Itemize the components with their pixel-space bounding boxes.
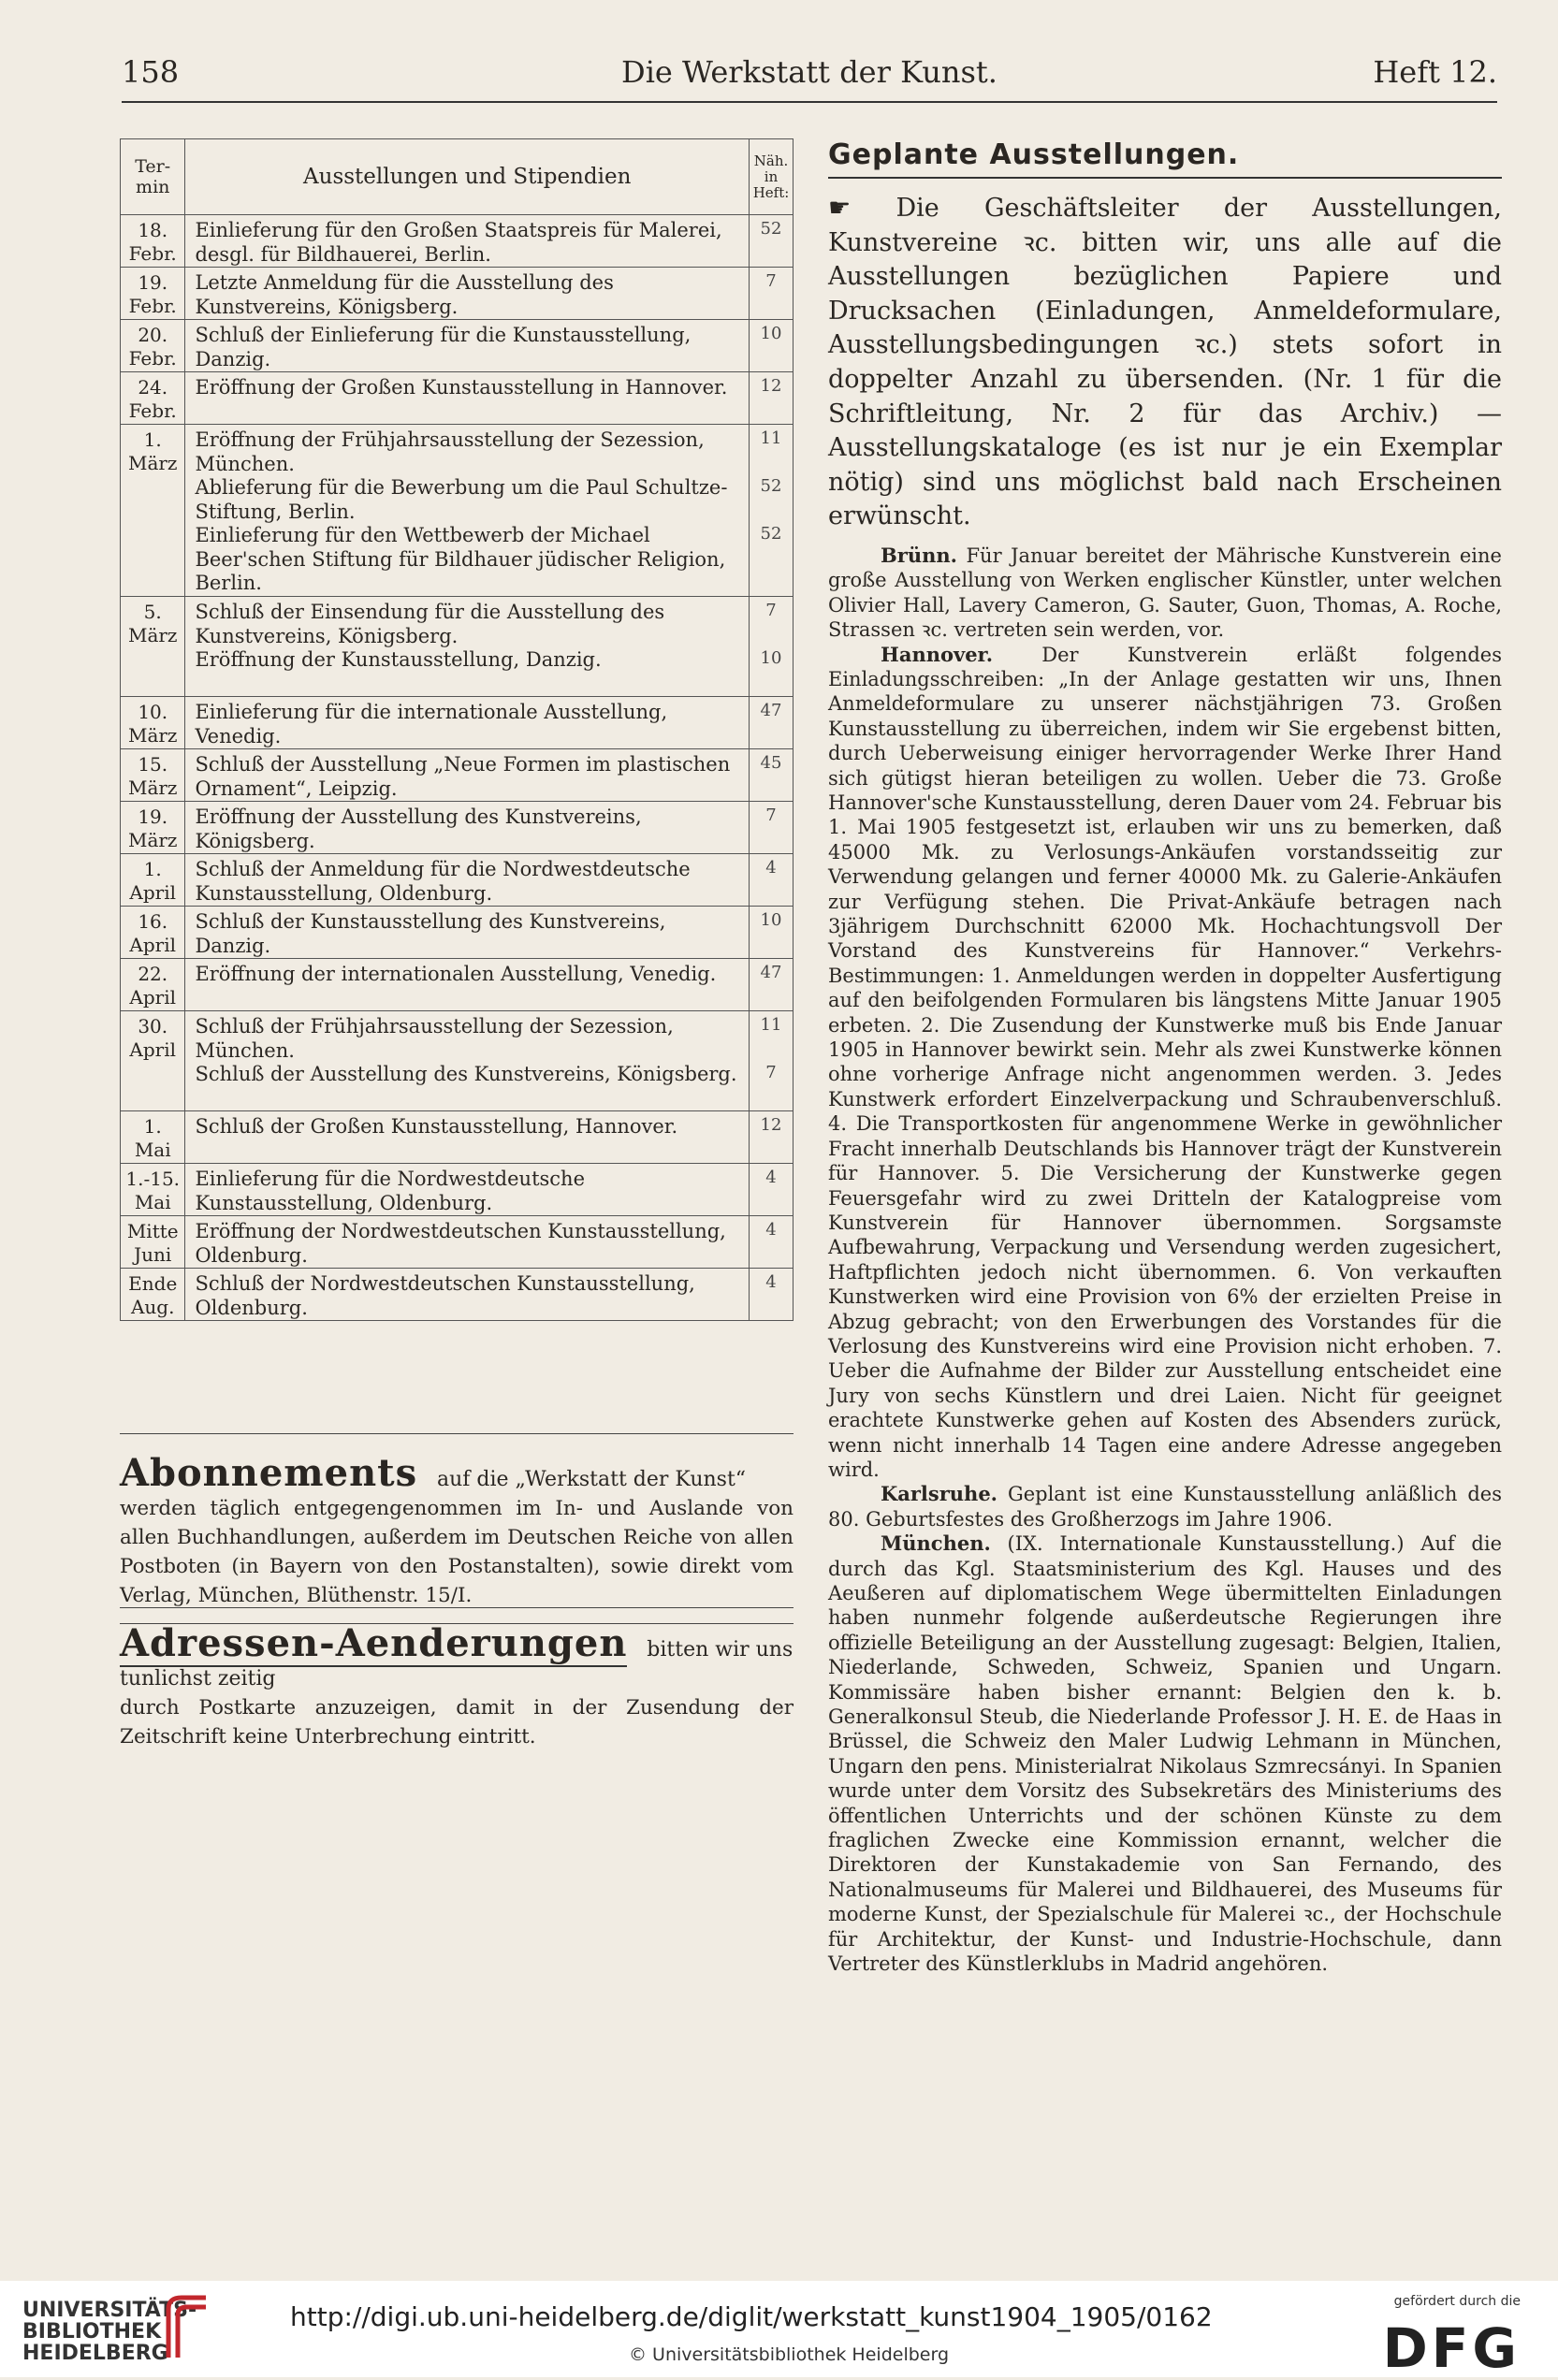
row-heft: [750, 1011, 794, 1111]
row-date: [121, 1269, 185, 1321]
copyright-text: © Universitätsbibliothek Heidelberg: [629, 2344, 950, 2365]
exhibition-schedule-table: [120, 138, 794, 1321]
table-row: [121, 802, 794, 854]
footer-bar: [0, 2281, 1558, 2380]
entry-text: Schluß der Nordwestdeutschen Kunstausstellung, Oldenburg.: [195, 1272, 695, 1319]
exhibition-note: [828, 1482, 1502, 1531]
row-date-text: 19. März: [127, 805, 178, 851]
entry-text: Schluß der Anmeldung für die Nordwestdeutsche Kunstausstellung, Oldenburg.: [195, 858, 691, 905]
abonnements-notice: [120, 1433, 794, 1624]
header-rule: [122, 101, 1497, 103]
row-date-text: 30. April: [129, 1015, 177, 1061]
funding-note: gefördert durch die: [1393, 2294, 1521, 2309]
adressen-title: Adressen-Aenderungen: [120, 1621, 628, 1665]
table-row: [121, 1011, 794, 1111]
exhibition-note: [828, 1531, 1502, 1976]
entry-text: Schluß der Kunstausstellung des Kunstvereins, Danzig.: [195, 910, 666, 957]
table-row: [121, 1269, 794, 1321]
row-heft: [750, 854, 794, 907]
row-date-text: 18. Febr.: [128, 219, 177, 265]
exhibition-notes: [828, 544, 1502, 1977]
row-date: [121, 959, 185, 1011]
exhibition-note: [828, 544, 1502, 643]
entry-text: Schluß der Großen Kunstausstellung, Hannover.: [195, 1115, 678, 1138]
note-city: Karlsruhe.: [881, 1482, 997, 1506]
row-entries: [185, 425, 750, 597]
entry-heft: 11: [760, 428, 782, 448]
table-row: [121, 215, 794, 268]
table-row: [121, 425, 794, 597]
note-text: Für Januar bereitet der Mährische Kunstverein eine große Ausstellung von Werken englischer Künstler, unter welchen Olivier Hall, Lavery Cameron, G. Sauter, Guon, Thomas, A. Roche, Strassen ꝛc. vertreten sein werden, vor.: [828, 544, 1502, 642]
entry-text: Schluß der Einlieferung für die Kunstausstellung, Danzig.: [195, 324, 692, 370]
entry-heft: 47: [760, 701, 782, 720]
entry-text: Eröffnung der Kunstausstellung, Danzig.: [195, 648, 602, 671]
header-heft: [750, 139, 794, 215]
header-heft-text: Näh. in Heft:: [752, 152, 790, 201]
entry-heft: 7: [765, 601, 777, 620]
row-date-text: 16. April: [129, 910, 177, 956]
abonnements-title: Abonnements: [120, 1451, 418, 1495]
row-date-text: Mitte Juni: [126, 1220, 179, 1266]
row-entries: [185, 268, 750, 320]
row-heft: [750, 372, 794, 425]
row-heft: [750, 907, 794, 959]
row-date: [121, 268, 185, 320]
entry-text: Ablieferung für die Bewerbung um die Paul Schultze-Stiftung, Berlin.: [195, 476, 728, 523]
row-date: [121, 320, 185, 372]
dfg-logo: DFG: [1382, 2316, 1521, 2380]
row-entries: [185, 802, 750, 854]
note-text: Geplant ist eine Kunstausstellung anläßlich des 80. Geburtsfestes des Großherzogs im Jahre 1906.: [828, 1483, 1502, 1531]
table-row: [121, 597, 794, 697]
row-heft: [750, 802, 794, 854]
entry-text: Schluß der Ausstellung des Kunstvereins, Königsberg.: [195, 1063, 737, 1085]
table-row: [121, 907, 794, 959]
entry-text: Einlieferung für den Wettbewerb der Michael Beer'schen Stiftung für Bildhauer jüdischer Religion, Berlin.: [195, 524, 726, 594]
entry-heft: 52: [760, 219, 782, 239]
planned-exhibitions-section: [828, 138, 1502, 1977]
row-date-text: 24. Febr.: [128, 376, 177, 422]
row-date: [121, 697, 185, 749]
row-heft: [750, 215, 794, 268]
entry-heft: 4: [765, 1272, 777, 1292]
entry-heft: 11: [760, 1015, 782, 1035]
entry-heft: 10: [760, 910, 782, 930]
entry-text: Eröffnung der Frühjahrsausstellung der Sezession, München.: [195, 428, 705, 475]
row-heft: [750, 959, 794, 1011]
table-row: [121, 372, 794, 425]
row-date: [121, 749, 185, 802]
entry-text: Eröffnung der Nordwestdeutschen Kunstausstellung, Oldenburg.: [195, 1220, 726, 1267]
entry-text: Einlieferung für die internationale Ausstellung, Venedig.: [195, 701, 668, 747]
note-city: München.: [881, 1531, 991, 1556]
row-entries: [185, 597, 750, 697]
row-heft: [750, 268, 794, 320]
entry-text: Eröffnung der Ausstellung des Kunstvereins, Königsberg.: [195, 805, 642, 852]
row-date: [121, 802, 185, 854]
row-date-text: 10. März: [127, 701, 178, 747]
row-date-text: 1. April: [129, 858, 177, 904]
row-heft: [750, 697, 794, 749]
row-heft: [750, 749, 794, 802]
entry-heft: 52: [760, 476, 782, 496]
entry-heft: 7: [765, 271, 777, 291]
entry-text: Schluß der Ausstellung „Neue Formen im plastischen Ornament“, Leipzig.: [195, 753, 731, 800]
row-date-text: 15. März: [127, 753, 178, 799]
note-text: Der Kunstverein erläßt folgendes Einladungsschreiben: „In der Anlage gestatten wir uns, Ihnen Anmeldeformulare zu unserer nächstjährigen 73. Großen Kunstausstellung zu überreichen, indem wir Sie ergebenst bitten, durch Ueberweisung einiger hervorragender Werke Ihrer Hand sich gütigst hieran beteiligen zu wollen. Ueber die 73. Große Hannover'sche Kunstausstellung, deren Dauer vom 24. Februar bis 1. Mai 1905 festgesetzt ist, erlauben wir uns zu bemerken, daß 45000 Mk. zu Verlosungs-Ankäufen vorstandsseitig zur Verwendung gelangen und ferner 40000 Mk. zu Galerie-Ankäufen zur Verfügung stehen. Die Privat-Ankäufe betragen nach 3jährigem Durchschnitt 62000 Mk. Hochachtungsvoll Der Vorstand des Kunstvereins für Hannover.“ Verkehrs-Bestimmungen: 1. Anmeldungen werden in doppelter Ausfertigung auf den beifolgenden Formularen bis längstens Mitte Januar 1905 erbeten. 2. Die Zusendung der Kunstwerke muß bis Ende Januar 1905 in Hannover bewirkt sein. Mehr als zwei Kunstwerke können ohne vorherige Anfrage nicht angenommen werden. 3. Jedes Kunstwerk erfordert Einzelverpackung und Schraubenverschluß. 4. Die Transportkosten für angenommene Werke in gewöhnlicher Fracht innerhalb Deutschlands bis Hannover trägt der Kunstverein für Hannover. 5. Die Versicherung der Kunstwerke gegen Feuersgefahr wird zu zwei Dritteln der Katalogpreise vom Kunstverein für Hannover übernommen. Sorgsamste Aufbewahrung, Verpackung und Versendung werden zugesichert, Haftpflichten jedoch nicht übernommen. 6. Von verkauften Kunstwerken wird eine Provision von 6% der erzielten Preise in Abzug gebracht; von den Erwerbungen des Vorstandes für die Verlosung des Kunstvereins wird eine Provision nicht erhoben. 7. Ueber die Aufnahme der Bilder zur Ausstellung entscheidet eine Jury von sechs Künstlern und drei Laien. Nicht für geeignet erachtete Kunstwerke gehen auf Kosten des Absenders zurück, wenn nicht innerhalb 14 Tagen eine andere Adresse angegeben wird.: [828, 643, 1502, 1481]
table-row: [121, 697, 794, 749]
table-row: [121, 959, 794, 1011]
row-entries: [185, 320, 750, 372]
row-date-text: 20. Febr.: [128, 324, 177, 370]
row-entries: [185, 1216, 750, 1269]
row-entries: [185, 1111, 750, 1164]
entry-text: Einlieferung für die Nordwestdeutsche Kunstausstellung, Oldenburg.: [195, 1168, 585, 1214]
page-header: [122, 54, 1497, 101]
entry-text: Letzte Anmeldung für die Ausstellung des Kunstvereins, Königsberg.: [195, 271, 614, 318]
adressen-text: durch Postkarte anzuzeigen, damit in der Zusendung der Zeitschrift keine Unterbrechung eintritt.: [120, 1696, 794, 1749]
entry-heft: 4: [765, 858, 777, 878]
row-entries: [185, 697, 750, 749]
header-date-text: Ter- min: [135, 156, 171, 197]
journal-title: Die Werkstatt der Kunst.: [621, 54, 997, 90]
row-date: [121, 425, 185, 597]
row-entries: [185, 1011, 750, 1111]
entry-heft: 12: [760, 1115, 782, 1135]
row-date-text: 1.-15. Mai: [125, 1168, 181, 1213]
row-entries: [185, 907, 750, 959]
row-entries: [185, 215, 750, 268]
entry-heft: 47: [760, 963, 782, 982]
note-text: (IX. Internationale Kunstausstellung.) Auf die durch das Kgl. Staatsministerium des Kgl. Hauses und des Aeußeren auf diplomatischem Wege übermittelten Einladungen haben nunmehr folgende außerdeutsche Regierungen ihre offizielle Beteiligung an der Ausstellung zugesagt: Belgien, Italien, Niederlande, Schweden, Schweiz, Spanien und Ungarn. Kommissäre haben bisher ernannt: Belgien den k. b. Generalkonsul Steub, die Niederlande Professor J. H. E. de Haas in Brüssel, die Schweiz den Maler Ludwig Lehmann in München, Ungarn den pens. Ministerialrat Nikolaus Szmrecsányi. In Spanien wurde unter dem Vorsitz des Subsekretärs des Ministeriums des öffentlichen Unterrichts und der schönen Künste zu dem fraglichen Zwecke eine Kommission ernannt, welcher die Direktoren der Kunstakademie von San Fernando, des Nationalmuseums für Malerei und Bildhauerei, des Museums für moderne Kunst, der Spezialschule für Malerei ꝛc., der Hochschule für Architektur, der Kunst- und Industrie-Hochschule, dann Vertreter des Künstlerklubs in Madrid angehören.: [828, 1532, 1502, 1976]
row-entries: [185, 749, 750, 802]
row-date-text: 5. März: [127, 601, 178, 646]
library-name: UNIVERSITÄTS- BIBLIOTHEK HEIDELBERG: [22, 2299, 197, 2365]
entry-heft: 7: [765, 1063, 777, 1082]
row-date-text: 1. Mai: [134, 1115, 171, 1161]
row-date: [121, 1164, 185, 1216]
row-entries: [185, 854, 750, 907]
entry-text: Einlieferung für den Großen Staatspreis für Malerei, desgl. für Bildhauerei, Berlin.: [195, 219, 722, 266]
row-date: [121, 597, 185, 697]
table-row: [121, 1111, 794, 1164]
row-date: [121, 215, 185, 268]
header-title: Ausstellungen und Stipendien: [185, 139, 750, 215]
row-date: [121, 907, 185, 959]
table-row: [121, 1164, 794, 1216]
library-logo-icon: [159, 2292, 210, 2361]
row-date-text: Ende Aug.: [128, 1272, 178, 1318]
row-date-text: 1. März: [127, 428, 178, 474]
entry-heft: 10: [760, 648, 782, 668]
table-row: [121, 749, 794, 802]
entry-heft: 4: [765, 1220, 777, 1240]
row-date: [121, 854, 185, 907]
exhibition-note: [828, 643, 1502, 1483]
adressen-notice: [120, 1607, 794, 1751]
row-date: [121, 1216, 185, 1269]
row-heft: [750, 1216, 794, 1269]
entry-heft: 12: [760, 376, 782, 396]
row-date: [121, 1111, 185, 1164]
entry-heft: 7: [765, 805, 777, 825]
note-city: Hannover.: [881, 642, 994, 666]
entry-heft: 52: [760, 524, 782, 544]
entry-text: Schluß der Frühjahrsausstellung der Sezession, München.: [195, 1015, 674, 1062]
table-row: [121, 854, 794, 907]
entry-text: Eröffnung der Großen Kunstausstellung in Hannover.: [195, 376, 728, 399]
section-rule: [828, 177, 1502, 179]
entry-text: Eröffnung der internationalen Ausstellung, Venedig.: [195, 963, 717, 985]
abonnements-intro: auf die „Werkstatt der Kunst“: [437, 1468, 747, 1491]
row-heft: [750, 1269, 794, 1321]
row-entries: [185, 372, 750, 425]
adressen-intro: bitten wir uns tunlichst zeitig: [120, 1638, 794, 1691]
entry-heft: 10: [760, 324, 782, 343]
row-entries: [185, 959, 750, 1011]
section-title: Geplante Ausstellungen.: [828, 138, 1240, 171]
row-entries: [185, 1269, 750, 1321]
row-heft: [750, 1164, 794, 1216]
lead-paragraph: ☛ Die Geschäftsleiter der Ausstellungen, Kunstvereine ꝛc. bitten wir, uns alle auf die Ausstellungen bezüglichen Papiere und Drucksachen (Einladungen, Anmeldeformulare, Ausstellungsbedingungen ꝛc.) stets sofort in doppelter Anzahl zu übersenden. (Nr. 1 für die Schriftleitung, Nr. 2 für das Archiv.) — Ausstellungskataloge (es ist nur je ein Exemplar nötig) sind uns möglichst bald nach Erscheinen erwünscht.: [828, 194, 1502, 531]
entry-heft: 4: [765, 1168, 777, 1187]
row-heft: [750, 320, 794, 372]
issue-number: Heft 12.: [1373, 54, 1497, 90]
row-heft: [750, 1111, 794, 1164]
entry-heft: 45: [760, 753, 782, 773]
row-date: [121, 1011, 185, 1111]
row-date-text: 19. Febr.: [128, 271, 177, 317]
table-row: [121, 268, 794, 320]
page-number: 158: [122, 54, 180, 90]
abonnements-text: werden täglich entgegengenommen im In- und Auslande von allen Buchhandlungen, außerdem im Deutschen Reiche von allen Postboten (in Bayern von den Postanstalten), sowie direkt vom Verlag, München, Blüthenstr. 15/I.: [120, 1497, 794, 1607]
row-entries: [185, 1164, 750, 1216]
row-heft: [750, 425, 794, 597]
entry-text: Schluß der Einsendung für die Ausstellung des Kunstvereins, Königsberg.: [195, 601, 665, 647]
note-city: Brünn.: [881, 543, 957, 567]
row-date-text: 22. April: [129, 963, 177, 1009]
header-date: [121, 139, 185, 215]
permalink-url[interactable]: http://digi.ub.uni-heidelberg.de/diglit/werkstatt_kunst1904_1905/0162: [290, 2301, 1213, 2332]
table-row: [121, 1216, 794, 1269]
row-date: [121, 372, 185, 425]
table-row: [121, 320, 794, 372]
row-heft: [750, 597, 794, 697]
